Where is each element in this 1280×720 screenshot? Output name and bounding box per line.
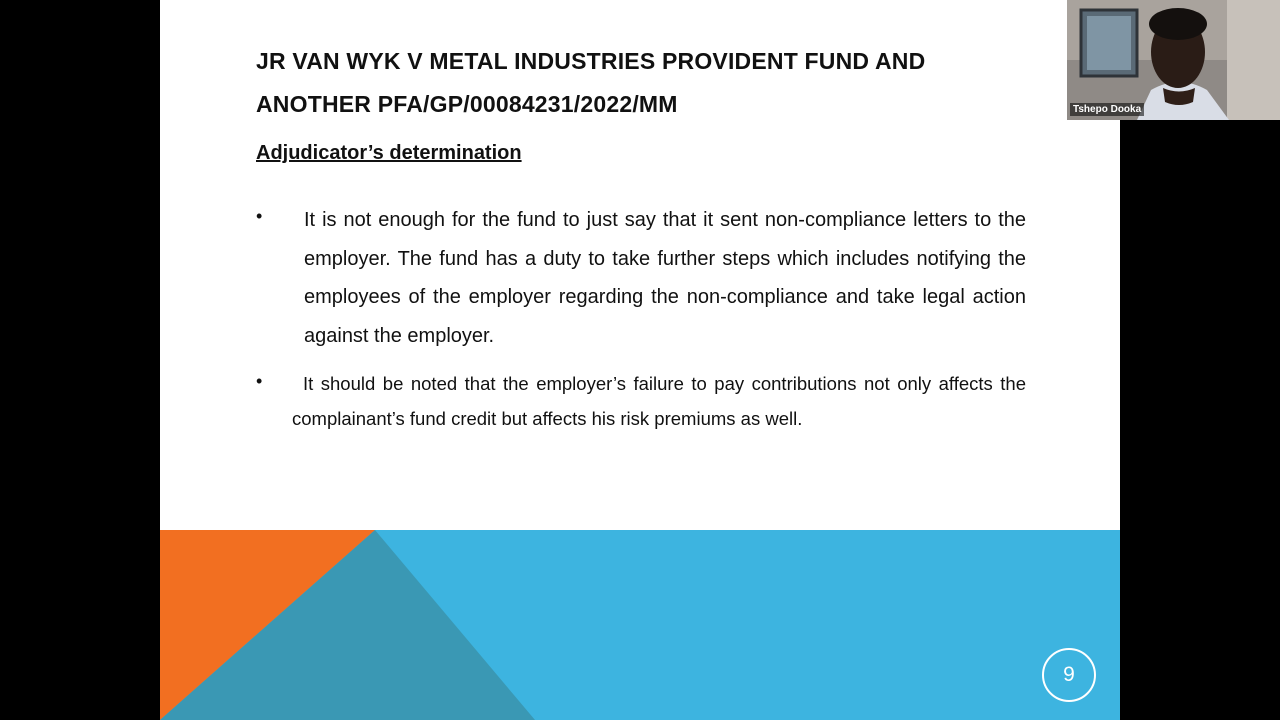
bullet-marker: • bbox=[256, 371, 263, 391]
slide-number-badge: 9 bbox=[1042, 648, 1096, 702]
window-blinds bbox=[1227, 0, 1280, 120]
participant-video-tile[interactable] bbox=[1067, 0, 1280, 120]
bullet-point-text: It is not enough for the fund to just say that it sent non-compliance letters to the employer. The fund has a duty to take further steps which includes notifying the employees of the employer regarding the non-compliance and take legal action against the employer. bbox=[304, 209, 1026, 347]
bullet-point-text: It should be noted that the employer’s failure to pay contributions not only affects the complainant’s fund credit but affects his risk premiums as well. bbox=[292, 373, 1026, 429]
participant-name-label: Tshepo Dooka bbox=[1070, 103, 1144, 116]
participant-video-feed bbox=[1067, 0, 1280, 120]
wall-picture bbox=[1087, 16, 1131, 70]
bullet-marker: • bbox=[256, 206, 263, 226]
person-hair bbox=[1149, 8, 1207, 40]
slide-subheading: Adjudicator’s determination bbox=[256, 142, 522, 164]
presentation-slide bbox=[160, 0, 1120, 720]
decorative-banner bbox=[160, 530, 1120, 720]
slide-title: JR VAN WYK V METAL INDUSTRIES PROVIDENT FUND AND ANOTHER PFA/GP/00084231/2022/MM bbox=[256, 48, 926, 117]
